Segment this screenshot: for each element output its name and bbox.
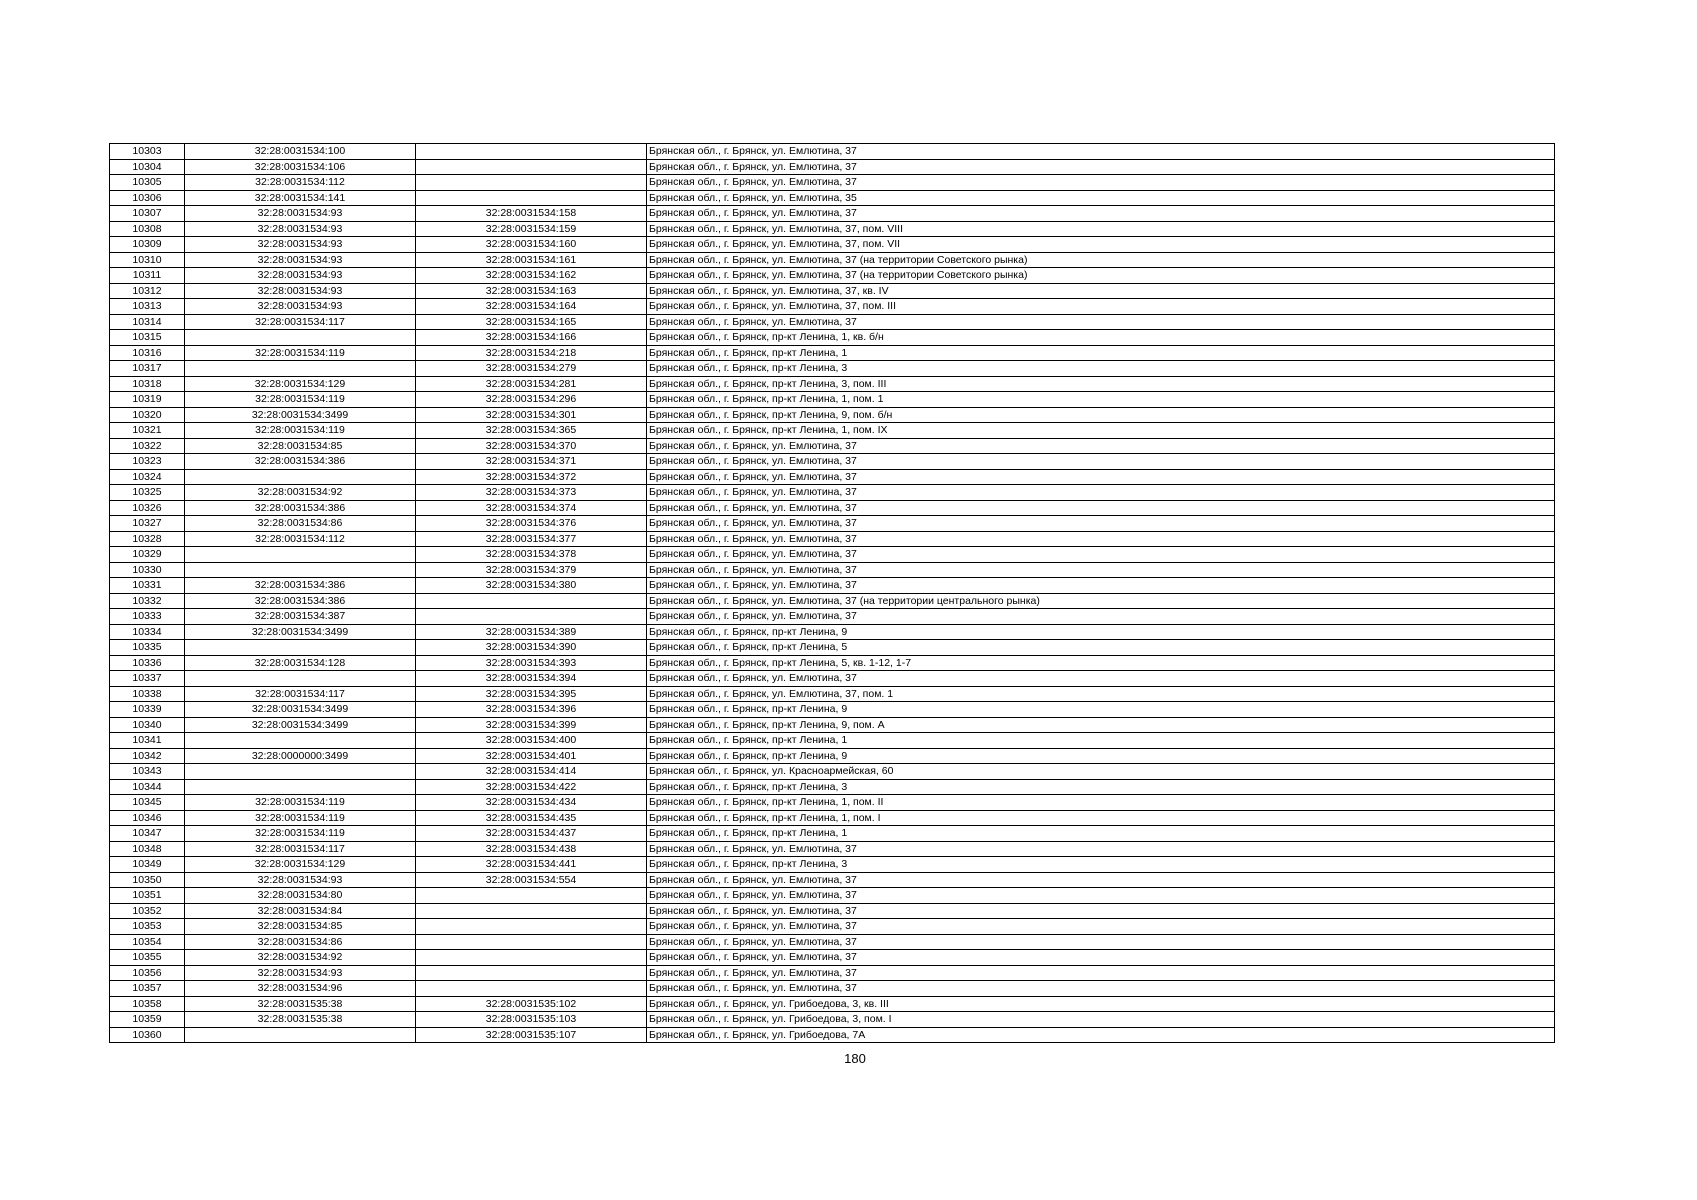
- parent-cadastral-number-cell: 32:28:0031534:93: [185, 299, 416, 315]
- registry-table-container: [109, 143, 1554, 1043]
- cadastral-number-cell: [416, 934, 647, 950]
- row-number-cell: 10324: [110, 469, 185, 485]
- table-row: [110, 826, 1555, 842]
- parent-cadastral-number-cell: 32:28:0031534:3499: [185, 702, 416, 718]
- parent-cadastral-number-cell: 32:28:0031534:93: [185, 237, 416, 253]
- row-number-cell: 10343: [110, 764, 185, 780]
- parent-cadastral-number-cell: 32:28:0031534:119: [185, 795, 416, 811]
- cadastral-number-cell: 32:28:0031534:281: [416, 376, 647, 392]
- row-number-cell: 10337: [110, 671, 185, 687]
- table-row: [110, 252, 1555, 268]
- table-row: [110, 717, 1555, 733]
- address-cell: Брянская обл., г. Брянск, ул. Емлютина, 37: [647, 888, 1555, 904]
- table-row: [110, 857, 1555, 873]
- table-row: [110, 655, 1555, 671]
- cadastral-number-cell: 32:28:0031535:102: [416, 996, 647, 1012]
- cadastral-number-cell: 32:28:0031534:372: [416, 469, 647, 485]
- cadastral-number-cell: 32:28:0031534:380: [416, 578, 647, 594]
- address-cell: Брянская обл., г. Брянск, ул. Грибоедова, 3, пом. I: [647, 1012, 1555, 1028]
- cadastral-number-cell: 32:28:0031534:401: [416, 748, 647, 764]
- row-number-cell: 10318: [110, 376, 185, 392]
- parent-cadastral-number-cell: 32:28:0031534:85: [185, 919, 416, 935]
- address-cell: Брянская обл., г. Брянск, ул. Емлютина, 37: [647, 454, 1555, 470]
- table-row: [110, 764, 1555, 780]
- cadastral-number-cell: 32:28:0031534:400: [416, 733, 647, 749]
- address-cell: Брянская обл., г. Брянск, пр-кт Ленина, 1: [647, 826, 1555, 842]
- parent-cadastral-number-cell: 32:28:0031534:119: [185, 392, 416, 408]
- table-row: [110, 996, 1555, 1012]
- row-number-cell: 10332: [110, 593, 185, 609]
- address-cell: Брянская обл., г. Брянск, пр-кт Ленина, 1: [647, 733, 1555, 749]
- row-number-cell: 10304: [110, 159, 185, 175]
- row-number-cell: 10321: [110, 423, 185, 439]
- cadastral-number-cell: [416, 159, 647, 175]
- table-row: [110, 733, 1555, 749]
- cadastral-number-cell: [416, 593, 647, 609]
- table-row: [110, 283, 1555, 299]
- address-cell: Брянская обл., г. Брянск, пр-кт Ленина, 3: [647, 779, 1555, 795]
- parent-cadastral-number-cell: 32:28:0031534:141: [185, 190, 416, 206]
- cadastral-number-cell: 32:28:0031534:378: [416, 547, 647, 563]
- table-row: [110, 392, 1555, 408]
- address-cell: Брянская обл., г. Брянск, пр-кт Ленина, 9, пом. б/н: [647, 407, 1555, 423]
- address-cell: Брянская обл., г. Брянск, ул. Емлютина, 37: [647, 516, 1555, 532]
- cadastral-number-cell: 32:28:0031534:218: [416, 345, 647, 361]
- address-cell: Брянская обл., г. Брянск, ул. Емлютина, 37: [647, 159, 1555, 175]
- address-cell: Брянская обл., г. Брянск, пр-кт Ленина, 1, кв. б/н: [647, 330, 1555, 346]
- table-row: [110, 345, 1555, 361]
- address-cell: Брянская обл., г. Брянск, ул. Емлютина, 35: [647, 190, 1555, 206]
- address-cell: Брянская обл., г. Брянск, ул. Емлютина, 37: [647, 578, 1555, 594]
- parent-cadastral-number-cell: 32:28:0031534:106: [185, 159, 416, 175]
- table-row: [110, 934, 1555, 950]
- cadastral-number-cell: 32:28:0031534:279: [416, 361, 647, 377]
- table-row: [110, 314, 1555, 330]
- cadastral-number-cell: [416, 965, 647, 981]
- parent-cadastral-number-cell: 32:28:0031534:119: [185, 345, 416, 361]
- row-number-cell: 10319: [110, 392, 185, 408]
- table-row: [110, 624, 1555, 640]
- row-number-cell: 10349: [110, 857, 185, 873]
- row-number-cell: 10348: [110, 841, 185, 857]
- row-number-cell: 10353: [110, 919, 185, 935]
- address-cell: Брянская обл., г. Брянск, ул. Емлютина, 37: [647, 175, 1555, 191]
- row-number-cell: 10356: [110, 965, 185, 981]
- table-row: [110, 423, 1555, 439]
- address-cell: Брянская обл., г. Брянск, ул. Красноармейская, 60: [647, 764, 1555, 780]
- cadastral-number-cell: 32:28:0031534:435: [416, 810, 647, 826]
- parent-cadastral-number-cell: [185, 733, 416, 749]
- address-cell: Брянская обл., г. Брянск, пр-кт Ленина, 1, пом. I: [647, 810, 1555, 826]
- cadastral-number-cell: [416, 981, 647, 997]
- address-cell: Брянская обл., г. Брянск, ул. Емлютина, 37: [647, 531, 1555, 547]
- parent-cadastral-number-cell: 32:28:0031534:129: [185, 376, 416, 392]
- parent-cadastral-number-cell: 32:28:0031534:129: [185, 857, 416, 873]
- table-row: [110, 237, 1555, 253]
- row-number-cell: 10327: [110, 516, 185, 532]
- parent-cadastral-number-cell: 32:28:0031534:117: [185, 686, 416, 702]
- cadastral-number-cell: 32:28:0031535:103: [416, 1012, 647, 1028]
- cadastral-number-cell: 32:28:0031534:395: [416, 686, 647, 702]
- row-number-cell: 10313: [110, 299, 185, 315]
- table-row: [110, 500, 1555, 516]
- row-number-cell: 10328: [110, 531, 185, 547]
- table-row: [110, 485, 1555, 501]
- row-number-cell: 10314: [110, 314, 185, 330]
- address-cell: Брянская обл., г. Брянск, ул. Емлютина, 37 (на территории центрального рынка): [647, 593, 1555, 609]
- address-cell: Брянская обл., г. Брянск, пр-кт Ленина, 3: [647, 361, 1555, 377]
- row-number-cell: 10352: [110, 903, 185, 919]
- row-number-cell: 10312: [110, 283, 185, 299]
- cadastral-number-cell: [416, 888, 647, 904]
- address-cell: Брянская обл., г. Брянск, ул. Емлютина, 37, пом. VIII: [647, 221, 1555, 237]
- cadastral-number-cell: 32:28:0031534:373: [416, 485, 647, 501]
- parent-cadastral-number-cell: 32:28:0031534:3499: [185, 624, 416, 640]
- row-number-cell: 10303: [110, 144, 185, 160]
- row-number-cell: 10360: [110, 1027, 185, 1043]
- parent-cadastral-number-cell: 32:28:0031534:93: [185, 965, 416, 981]
- row-number-cell: 10355: [110, 950, 185, 966]
- parent-cadastral-number-cell: 32:28:0031534:86: [185, 934, 416, 950]
- cadastral-number-cell: 32:28:0031534:376: [416, 516, 647, 532]
- parent-cadastral-number-cell: 32:28:0031535:38: [185, 996, 416, 1012]
- cadastral-number-cell: 32:28:0031534:394: [416, 671, 647, 687]
- table-row: [110, 1027, 1555, 1043]
- address-cell: Брянская обл., г. Брянск, пр-кт Ленина, 1, пом. 1: [647, 392, 1555, 408]
- address-cell: Брянская обл., г. Брянск, ул. Емлютина, 37, пом. VII: [647, 237, 1555, 253]
- row-number-cell: 10310: [110, 252, 185, 268]
- parent-cadastral-number-cell: 32:28:0031534:112: [185, 175, 416, 191]
- address-cell: Брянская обл., г. Брянск, ул. Емлютина, 37: [647, 485, 1555, 501]
- cadastral-number-cell: [416, 903, 647, 919]
- address-cell: Брянская обл., г. Брянск, ул. Емлютина, 37 (на территории Советского рынка): [647, 268, 1555, 284]
- address-cell: Брянская обл., г. Брянск, ул. Емлютина, 37: [647, 144, 1555, 160]
- row-number-cell: 10357: [110, 981, 185, 997]
- row-number-cell: 10305: [110, 175, 185, 191]
- address-cell: Брянская обл., г. Брянск, ул. Грибоедова, 7А: [647, 1027, 1555, 1043]
- address-cell: Брянская обл., г. Брянск, ул. Емлютина, 37: [647, 206, 1555, 222]
- address-cell: Брянская обл., г. Брянск, пр-кт Ленина, 5: [647, 640, 1555, 656]
- table-row: [110, 268, 1555, 284]
- table-row: [110, 965, 1555, 981]
- row-number-cell: 10340: [110, 717, 185, 733]
- table-row: [110, 748, 1555, 764]
- row-number-cell: 10344: [110, 779, 185, 795]
- row-number-cell: 10334: [110, 624, 185, 640]
- table-row: [110, 175, 1555, 191]
- table-row: [110, 159, 1555, 175]
- address-cell: Брянская обл., г. Брянск, ул. Емлютина, 37: [647, 981, 1555, 997]
- address-cell: Брянская обл., г. Брянск, ул. Емлютина, 37: [647, 547, 1555, 563]
- cadastral-number-cell: 32:28:0031534:301: [416, 407, 647, 423]
- parent-cadastral-number-cell: 32:28:0031534:100: [185, 144, 416, 160]
- parent-cadastral-number-cell: 32:28:0031534:3499: [185, 717, 416, 733]
- address-cell: Брянская обл., г. Брянск, ул. Емлютина, 37: [647, 562, 1555, 578]
- address-cell: Брянская обл., г. Брянск, пр-кт Ленина, 3, пом. III: [647, 376, 1555, 392]
- cadastral-number-cell: 32:28:0031534:438: [416, 841, 647, 857]
- cadastral-number-cell: 32:28:0031534:158: [416, 206, 647, 222]
- table-row: [110, 609, 1555, 625]
- row-number-cell: 10308: [110, 221, 185, 237]
- row-number-cell: 10329: [110, 547, 185, 563]
- parent-cadastral-number-cell: [185, 671, 416, 687]
- cadastral-number-cell: 32:28:0031534:554: [416, 872, 647, 888]
- table-row: [110, 407, 1555, 423]
- parent-cadastral-number-cell: 32:28:0031534:85: [185, 438, 416, 454]
- table-row: [110, 872, 1555, 888]
- cadastral-number-cell: 32:28:0031534:374: [416, 500, 647, 516]
- table-row: [110, 454, 1555, 470]
- address-cell: Брянская обл., г. Брянск, пр-кт Ленина, 5, кв. 1-12, 1-7: [647, 655, 1555, 671]
- parent-cadastral-number-cell: 32:28:0031534:96: [185, 981, 416, 997]
- table-row: [110, 330, 1555, 346]
- cadastral-number-cell: [416, 144, 647, 160]
- cadastral-number-cell: [416, 950, 647, 966]
- address-cell: Брянская обл., г. Брянск, ул. Емлютина, 37: [647, 671, 1555, 687]
- parent-cadastral-number-cell: [185, 330, 416, 346]
- parent-cadastral-number-cell: [185, 361, 416, 377]
- table-row: [110, 578, 1555, 594]
- cadastral-number-cell: 32:28:0031534:162: [416, 268, 647, 284]
- table-row: [110, 810, 1555, 826]
- cadastral-number-cell: 32:28:0031534:389: [416, 624, 647, 640]
- cadastral-number-cell: 32:28:0031534:365: [416, 423, 647, 439]
- parent-cadastral-number-cell: 32:28:0031534:92: [185, 485, 416, 501]
- row-number-cell: 10342: [110, 748, 185, 764]
- row-number-cell: 10326: [110, 500, 185, 516]
- table-row: [110, 981, 1555, 997]
- address-cell: Брянская обл., г. Брянск, пр-кт Ленина, 1: [647, 345, 1555, 361]
- table-row: [110, 686, 1555, 702]
- row-number-cell: 10338: [110, 686, 185, 702]
- registry-table: [109, 143, 1555, 1043]
- address-cell: Брянская обл., г. Брянск, ул. Емлютина, 37: [647, 903, 1555, 919]
- table-row: [110, 903, 1555, 919]
- address-cell: Брянская обл., г. Брянск, ул. Емлютина, 37 (на территории Советского рынка): [647, 252, 1555, 268]
- row-number-cell: 10351: [110, 888, 185, 904]
- parent-cadastral-number-cell: 32:28:0031534:93: [185, 252, 416, 268]
- parent-cadastral-number-cell: 32:28:0031534:386: [185, 578, 416, 594]
- table-row: [110, 190, 1555, 206]
- parent-cadastral-number-cell: [185, 764, 416, 780]
- row-number-cell: 10317: [110, 361, 185, 377]
- address-cell: Брянская обл., г. Брянск, ул. Емлютина, 37, пом. 1: [647, 686, 1555, 702]
- registry-table-body: [110, 144, 1555, 1043]
- parent-cadastral-number-cell: 32:28:0031534:387: [185, 609, 416, 625]
- cadastral-number-cell: 32:28:0031534:166: [416, 330, 647, 346]
- row-number-cell: 10359: [110, 1012, 185, 1028]
- parent-cadastral-number-cell: 32:28:0031534:93: [185, 872, 416, 888]
- address-cell: Брянская обл., г. Брянск, ул. Емлютина, 37: [647, 469, 1555, 485]
- parent-cadastral-number-cell: [185, 562, 416, 578]
- address-cell: Брянская обл., г. Брянск, ул. Емлютина, 37: [647, 872, 1555, 888]
- parent-cadastral-number-cell: 32:28:0031534:119: [185, 423, 416, 439]
- row-number-cell: 10336: [110, 655, 185, 671]
- parent-cadastral-number-cell: 32:28:0031534:93: [185, 221, 416, 237]
- parent-cadastral-number-cell: [185, 779, 416, 795]
- row-number-cell: 10330: [110, 562, 185, 578]
- parent-cadastral-number-cell: 32:28:0031535:38: [185, 1012, 416, 1028]
- table-row: [110, 376, 1555, 392]
- parent-cadastral-number-cell: 32:28:0031534:386: [185, 593, 416, 609]
- address-cell: Брянская обл., г. Брянск, ул. Емлютина, 37: [647, 609, 1555, 625]
- parent-cadastral-number-cell: [185, 547, 416, 563]
- table-row: [110, 547, 1555, 563]
- table-row: [110, 795, 1555, 811]
- table-row: [110, 299, 1555, 315]
- address-cell: Брянская обл., г. Брянск, пр-кт Ленина, 1, пом. IX: [647, 423, 1555, 439]
- address-cell: Брянская обл., г. Брянск, пр-кт Ленина, 3: [647, 857, 1555, 873]
- address-cell: Брянская обл., г. Брянск, ул. Емлютина, 37: [647, 314, 1555, 330]
- cadastral-number-cell: 32:28:0031534:434: [416, 795, 647, 811]
- row-number-cell: 10325: [110, 485, 185, 501]
- address-cell: Брянская обл., г. Брянск, ул. Емлютина, 37, кв. IV: [647, 283, 1555, 299]
- cadastral-number-cell: 32:28:0031535:107: [416, 1027, 647, 1043]
- row-number-cell: 10307: [110, 206, 185, 222]
- row-number-cell: 10323: [110, 454, 185, 470]
- parent-cadastral-number-cell: 32:28:0031534:86: [185, 516, 416, 532]
- parent-cadastral-number-cell: 32:28:0000000:3499: [185, 748, 416, 764]
- cadastral-number-cell: 32:28:0031534:379: [416, 562, 647, 578]
- parent-cadastral-number-cell: 32:28:0031534:117: [185, 841, 416, 857]
- row-number-cell: 10309: [110, 237, 185, 253]
- parent-cadastral-number-cell: 32:28:0031534:386: [185, 500, 416, 516]
- row-number-cell: 10306: [110, 190, 185, 206]
- address-cell: Брянская обл., г. Брянск, ул. Емлютина, 37, пом. III: [647, 299, 1555, 315]
- parent-cadastral-number-cell: [185, 1027, 416, 1043]
- row-number-cell: 10335: [110, 640, 185, 656]
- parent-cadastral-number-cell: [185, 640, 416, 656]
- address-cell: Брянская обл., г. Брянск, ул. Емлютина, 37: [647, 500, 1555, 516]
- table-row: [110, 671, 1555, 687]
- cadastral-number-cell: 32:28:0031534:441: [416, 857, 647, 873]
- table-row: [110, 888, 1555, 904]
- parent-cadastral-number-cell: 32:28:0031534:117: [185, 314, 416, 330]
- cadastral-number-cell: 32:28:0031534:377: [416, 531, 647, 547]
- cadastral-number-cell: 32:28:0031534:414: [416, 764, 647, 780]
- row-number-cell: 10358: [110, 996, 185, 1012]
- parent-cadastral-number-cell: [185, 469, 416, 485]
- row-number-cell: 10316: [110, 345, 185, 361]
- page-number: 180: [844, 1051, 866, 1066]
- cadastral-number-cell: 32:28:0031534:393: [416, 655, 647, 671]
- row-number-cell: 10333: [110, 609, 185, 625]
- cadastral-number-cell: 32:28:0031534:160: [416, 237, 647, 253]
- table-row: [110, 562, 1555, 578]
- table-row: [110, 144, 1555, 160]
- parent-cadastral-number-cell: 32:28:0031534:119: [185, 826, 416, 842]
- address-cell: Брянская обл., г. Брянск, ул. Емлютина, 37: [647, 919, 1555, 935]
- address-cell: Брянская обл., г. Брянск, ул. Емлютина, 37: [647, 841, 1555, 857]
- parent-cadastral-number-cell: 32:28:0031534:386: [185, 454, 416, 470]
- cadastral-number-cell: 32:28:0031534:437: [416, 826, 647, 842]
- row-number-cell: 10315: [110, 330, 185, 346]
- table-row: [110, 779, 1555, 795]
- cadastral-number-cell: 32:28:0031534:370: [416, 438, 647, 454]
- cadastral-number-cell: [416, 919, 647, 935]
- row-number-cell: 10347: [110, 826, 185, 842]
- address-cell: Брянская обл., г. Брянск, пр-кт Ленина, 9, пом. А: [647, 717, 1555, 733]
- address-cell: Брянская обл., г. Брянск, пр-кт Ленина, 9: [647, 702, 1555, 718]
- address-cell: Брянская обл., г. Брянск, ул. Емлютина, 37: [647, 934, 1555, 950]
- cadastral-number-cell: 32:28:0031534:159: [416, 221, 647, 237]
- row-number-cell: 10311: [110, 268, 185, 284]
- address-cell: Брянская обл., г. Брянск, ул. Грибоедова, 3, кв. III: [647, 996, 1555, 1012]
- row-number-cell: 10341: [110, 733, 185, 749]
- table-row: [110, 950, 1555, 966]
- parent-cadastral-number-cell: 32:28:0031534:92: [185, 950, 416, 966]
- row-number-cell: 10354: [110, 934, 185, 950]
- cadastral-number-cell: 32:28:0031534:165: [416, 314, 647, 330]
- cadastral-number-cell: 32:28:0031534:396: [416, 702, 647, 718]
- address-cell: Брянская обл., г. Брянск, пр-кт Ленина, 9: [647, 624, 1555, 640]
- row-number-cell: 10346: [110, 810, 185, 826]
- table-row: [110, 640, 1555, 656]
- cadastral-number-cell: 32:28:0031534:399: [416, 717, 647, 733]
- address-cell: Брянская обл., г. Брянск, ул. Емлютина, 37: [647, 438, 1555, 454]
- row-number-cell: 10350: [110, 872, 185, 888]
- cadastral-number-cell: [416, 175, 647, 191]
- address-cell: Брянская обл., г. Брянск, ул. Емлютина, 37: [647, 950, 1555, 966]
- table-row: [110, 469, 1555, 485]
- parent-cadastral-number-cell: 32:28:0031534:119: [185, 810, 416, 826]
- table-row: [110, 438, 1555, 454]
- cadastral-number-cell: 32:28:0031534:296: [416, 392, 647, 408]
- cadastral-number-cell: [416, 609, 647, 625]
- parent-cadastral-number-cell: 32:28:0031534:3499: [185, 407, 416, 423]
- cadastral-number-cell: 32:28:0031534:163: [416, 283, 647, 299]
- table-row: [110, 593, 1555, 609]
- cadastral-number-cell: 32:28:0031534:422: [416, 779, 647, 795]
- cadastral-number-cell: 32:28:0031534:390: [416, 640, 647, 656]
- table-row: [110, 841, 1555, 857]
- table-row: [110, 919, 1555, 935]
- parent-cadastral-number-cell: 32:28:0031534:112: [185, 531, 416, 547]
- cadastral-number-cell: 32:28:0031534:371: [416, 454, 647, 470]
- parent-cadastral-number-cell: 32:28:0031534:93: [185, 206, 416, 222]
- cadastral-number-cell: [416, 190, 647, 206]
- address-cell: Брянская обл., г. Брянск, пр-кт Ленина, 9: [647, 748, 1555, 764]
- table-row: [110, 361, 1555, 377]
- row-number-cell: 10322: [110, 438, 185, 454]
- row-number-cell: 10331: [110, 578, 185, 594]
- table-row: [110, 1012, 1555, 1028]
- row-number-cell: 10345: [110, 795, 185, 811]
- parent-cadastral-number-cell: 32:28:0031534:128: [185, 655, 416, 671]
- table-row: [110, 221, 1555, 237]
- cadastral-number-cell: 32:28:0031534:164: [416, 299, 647, 315]
- address-cell: Брянская обл., г. Брянск, ул. Емлютина, 37: [647, 965, 1555, 981]
- parent-cadastral-number-cell: 32:28:0031534:93: [185, 268, 416, 284]
- row-number-cell: 10339: [110, 702, 185, 718]
- row-number-cell: 10320: [110, 407, 185, 423]
- parent-cadastral-number-cell: 32:28:0031534:93: [185, 283, 416, 299]
- table-row: [110, 206, 1555, 222]
- address-cell: Брянская обл., г. Брянск, пр-кт Ленина, 1, пом. II: [647, 795, 1555, 811]
- table-row: [110, 531, 1555, 547]
- table-row: [110, 516, 1555, 532]
- table-row: [110, 702, 1555, 718]
- cadastral-number-cell: 32:28:0031534:161: [416, 252, 647, 268]
- parent-cadastral-number-cell: 32:28:0031534:80: [185, 888, 416, 904]
- parent-cadastral-number-cell: 32:28:0031534:84: [185, 903, 416, 919]
